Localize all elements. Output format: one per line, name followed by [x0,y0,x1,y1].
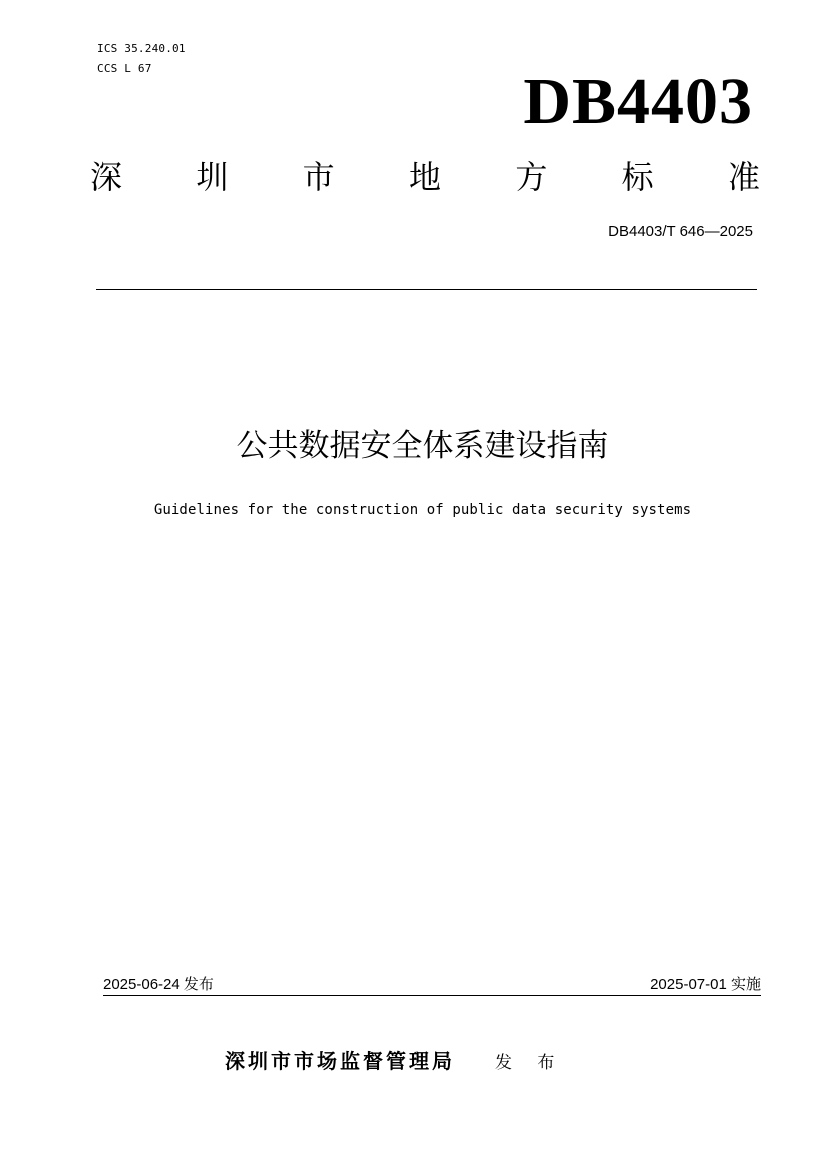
standard-type-char: 市 [302,158,335,196]
standard-type-heading [90,155,760,199]
ics-code: ICS 35.240.01 [97,42,186,55]
issue-verb: 发 布 [495,1053,565,1073]
standard-number: DB4403/T 646—2025 [608,223,753,240]
standard-type-char: 标 [621,158,654,196]
publish-date: 2025-06-24 发布 [103,976,214,993]
date-row [103,975,761,995]
footer-divider [103,995,761,996]
issuer-block [225,1047,564,1077]
standard-type-char: 圳 [196,158,229,196]
standard-type-char: 深 [90,158,123,196]
standard-code-logo: DB4403 [523,65,753,138]
issuer-name: 深圳市市场监督管理局 [225,1049,455,1073]
standard-type-char: 准 [727,158,760,196]
document-title-chinese: 公共数据安全体系建设指南 [236,428,609,464]
standard-type-char: 方 [515,158,548,196]
implement-date: 2025-07-01 实施 [650,976,761,993]
standard-type-char: 地 [408,158,441,196]
document-title-english: Guidelines for the construction of public data security systems [153,502,692,518]
ccs-code: CCS L 67 [97,62,152,75]
header-divider [96,289,757,290]
